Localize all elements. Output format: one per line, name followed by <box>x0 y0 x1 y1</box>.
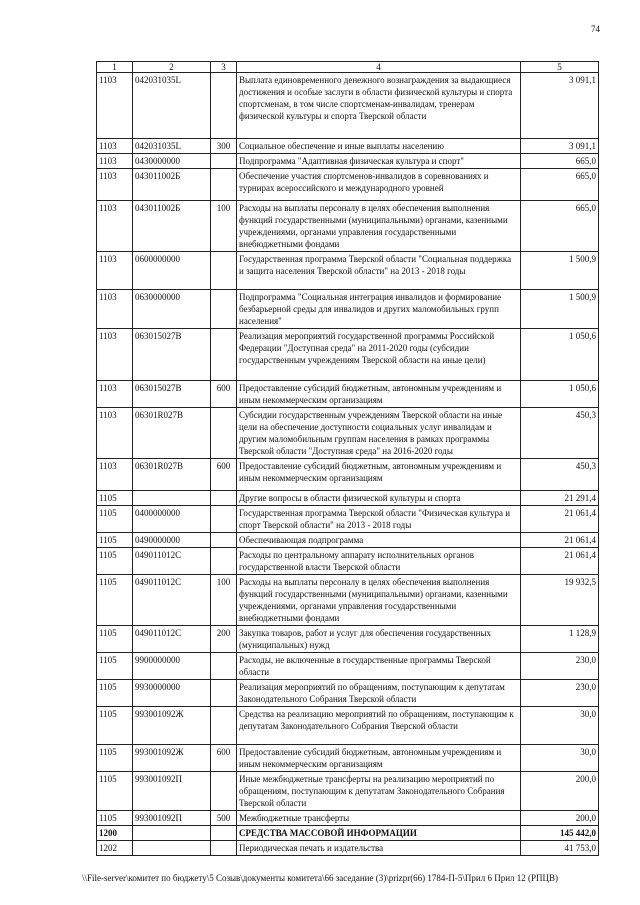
cell-expense-type <box>211 491 237 506</box>
cell-name: Подпрограмма "Социальная интеграция инвалидов и формирование безбарьерной среды для инвалидов и других маломобильных групп населения" <box>237 290 521 329</box>
cell-name: СРЕДСТВА МАССОВОЙ ИНФОРМАЦИИ <box>237 826 521 841</box>
cell-amount: 30,0 <box>521 707 599 745</box>
table-row <box>97 575 599 626</box>
cell-amount: 145 442,0 <box>521 826 599 841</box>
cell-target-article: 049011012С <box>133 575 211 626</box>
cell-target-article: 049011012С <box>133 548 211 575</box>
table-row <box>97 154 599 169</box>
table-row <box>97 201 599 252</box>
column-header-name: 4 <box>237 62 521 73</box>
cell-expense-type <box>211 653 237 680</box>
cell-section: 1103 <box>97 154 133 169</box>
table-body <box>97 73 599 856</box>
table-row <box>97 506 599 533</box>
page-number: 74 <box>591 24 600 34</box>
table-row <box>97 772 599 811</box>
cell-section: 1103 <box>97 201 133 252</box>
table-row <box>97 381 599 408</box>
cell-expense-type <box>211 252 237 290</box>
cell-section: 1105 <box>97 626 133 653</box>
cell-amount: 200,0 <box>521 811 599 826</box>
cell-expense-type <box>211 533 237 548</box>
cell-expense-type: 100 <box>211 201 237 252</box>
table-row <box>97 290 599 329</box>
table-row <box>97 680 599 707</box>
cell-target-article: 06301R027В <box>133 459 211 491</box>
cell-expense-type: 300 <box>211 139 237 154</box>
cell-target-article <box>133 491 211 506</box>
table-header-row <box>97 62 599 73</box>
column-header-csr: 2 <box>133 62 211 73</box>
cell-target-article: 063015027В <box>133 329 211 381</box>
cell-name: Предоставление субсидий бюджетным, автономным учреждениям и иным некоммерческим организациям <box>237 745 521 772</box>
cell-section: 1105 <box>97 548 133 575</box>
cell-section: 1105 <box>97 653 133 680</box>
cell-amount: 1 500,9 <box>521 290 599 329</box>
cell-target-article: 993001092Ж <box>133 745 211 772</box>
cell-target-article: 9930000000 <box>133 680 211 707</box>
table-row <box>97 459 599 491</box>
cell-section: 1103 <box>97 459 133 491</box>
cell-target-article: 042031035L <box>133 73 211 139</box>
cell-expense-type <box>211 548 237 575</box>
cell-section: 1105 <box>97 707 133 745</box>
cell-name: Реализация мероприятий государственной программы Российской Федерации "Доступная среда" на 2011-2020 годы (субсидии государственным учреждениям Тверской области на иные цели) <box>237 329 521 381</box>
cell-section: 1103 <box>97 169 133 201</box>
file-path-footer: \\File-server\комитет по бюджету\5 Созыв\документы комитета\66 заседание (3)\prizpr(66) 1784-П-5\Прил 6 Прил 12 (РПЦВ) <box>81 873 559 883</box>
cell-amount: 1 050,6 <box>521 329 599 381</box>
cell-name: Межбюджетные трансферты <box>237 811 521 826</box>
table-row <box>97 626 599 653</box>
table-row <box>97 653 599 680</box>
cell-amount: 21 061,4 <box>521 533 599 548</box>
cell-expense-type: 500 <box>211 811 237 826</box>
cell-section: 1103 <box>97 408 133 459</box>
table-row <box>97 826 599 841</box>
cell-amount: 450,3 <box>521 408 599 459</box>
cell-section: 1105 <box>97 772 133 811</box>
cell-section: 1103 <box>97 290 133 329</box>
cell-name: Другие вопросы в области физической культуры и спорта <box>237 491 521 506</box>
cell-amount: 3 091,1 <box>521 73 599 139</box>
table-row <box>97 139 599 154</box>
table-row <box>97 707 599 745</box>
table-row <box>97 329 599 381</box>
cell-expense-type <box>211 772 237 811</box>
cell-target-article: 9900000000 <box>133 653 211 680</box>
cell-amount: 21 291,4 <box>521 491 599 506</box>
cell-expense-type: 600 <box>211 459 237 491</box>
cell-section: 1202 <box>97 841 133 856</box>
cell-expense-type <box>211 154 237 169</box>
budget-table <box>96 61 599 856</box>
cell-amount: 19 932,5 <box>521 575 599 626</box>
cell-amount: 230,0 <box>521 653 599 680</box>
cell-name: Расходы, не включенные в государственные программы Тверской области <box>237 653 521 680</box>
cell-amount: 230,0 <box>521 680 599 707</box>
cell-target-article: 043011002Б <box>133 201 211 252</box>
cell-target-article <box>133 826 211 841</box>
cell-expense-type <box>211 841 237 856</box>
cell-name: Периодическая печать и издательства <box>237 841 521 856</box>
table-row <box>97 811 599 826</box>
column-header-section: 1 <box>97 62 133 73</box>
cell-expense-type <box>211 408 237 459</box>
cell-name: Иные межбюджетные трансферты на реализацию мероприятий по обращениям, поступающим к депутатам Законодательного Собрания Тверской области <box>237 772 521 811</box>
table-row <box>97 169 599 201</box>
cell-expense-type <box>211 707 237 745</box>
cell-expense-type <box>211 169 237 201</box>
cell-amount: 41 753,0 <box>521 841 599 856</box>
cell-expense-type <box>211 506 237 533</box>
cell-name: Социальное обеспечение и иные выплаты населению <box>237 139 521 154</box>
table-row <box>97 841 599 856</box>
cell-section: 1200 <box>97 826 133 841</box>
cell-section: 1103 <box>97 329 133 381</box>
cell-target-article: 0400000000 <box>133 506 211 533</box>
cell-amount: 200,0 <box>521 772 599 811</box>
cell-name: Подпрограмма "Адаптивная физическая культура и спорт" <box>237 154 521 169</box>
cell-amount: 3 091,1 <box>521 139 599 154</box>
cell-section: 1103 <box>97 252 133 290</box>
cell-section: 1105 <box>97 533 133 548</box>
cell-section: 1105 <box>97 811 133 826</box>
cell-name: Субсидии государственным учреждениям Тверской области на иные цели на обеспечение доступности социальных услуг инвалидам и другим маломобильным группам населения в рамках программы Тверской области "Доступная среда" на 2016-2020 годы <box>237 408 521 459</box>
cell-name: Предоставление субсидий бюджетным, автономным учреждениям и иным некоммерческим организациям <box>237 459 521 491</box>
table-row <box>97 73 599 139</box>
cell-target-article: 993001092Ж <box>133 707 211 745</box>
cell-target-article: 993001092П <box>133 772 211 811</box>
cell-target-article <box>133 841 211 856</box>
cell-expense-type <box>211 680 237 707</box>
cell-section: 1105 <box>97 745 133 772</box>
cell-name: Выплата единовременного денежного вознаграждения за выдающиеся достижения и особые заслуги в области физической культуры и спорта спортсменам, в том числе спортсменам-инвалидам, тренерам физической культуры и спорта Тверской области <box>237 73 521 139</box>
cell-name: Расходы по центральному аппарату исполнительных органов государственной власти Тверской области <box>237 548 521 575</box>
cell-amount: 21 061,4 <box>521 506 599 533</box>
cell-amount: 1 128,9 <box>521 626 599 653</box>
cell-name: Расходы на выплаты персоналу в целях обеспечения выполнения функций государственными (муниципальными) органами, казенными учреждениями, органами управления государственными внебюджетными фондами <box>237 575 521 626</box>
table-row <box>97 252 599 290</box>
cell-section: 1103 <box>97 139 133 154</box>
cell-expense-type: 100 <box>211 575 237 626</box>
cell-amount: 450,3 <box>521 459 599 491</box>
cell-target-article: 043011002Б <box>133 169 211 201</box>
cell-amount: 665,0 <box>521 169 599 201</box>
cell-name: Государственная программа Тверской области "Социальная поддержка и защита населения Тверской области" на 2013 - 2018 годы <box>237 252 521 290</box>
cell-amount: 665,0 <box>521 201 599 252</box>
cell-name: Закупка товаров, работ и услуг для обеспечения государственных (муниципальных) нужд <box>237 626 521 653</box>
cell-expense-type: 600 <box>211 745 237 772</box>
cell-name: Обеспечение участия спортсменов-инвалидов в соревнованиях и турнирах всероссийского и международного уровней <box>237 169 521 201</box>
cell-expense-type <box>211 329 237 381</box>
table-row <box>97 408 599 459</box>
cell-amount: 1 050,6 <box>521 381 599 408</box>
column-header-vr: 3 <box>211 62 237 73</box>
cell-name: Средства на реализацию мероприятий по обращениям, поступающим к депутатам Законодательного Собрания Тверской области <box>237 707 521 745</box>
table-row <box>97 491 599 506</box>
cell-target-article: 0430000000 <box>133 154 211 169</box>
cell-name: Расходы на выплаты персоналу в целях обеспечения выполнения функций государственными (муниципальными) органами, казенными учреждениями, органами управления государственными внебюджетными фондами <box>237 201 521 252</box>
cell-target-article: 0490000000 <box>133 533 211 548</box>
cell-name: Государственная программа Тверской области "Физическая культура и спорт Тверской области" на 2013 - 2018 годы <box>237 506 521 533</box>
cell-expense-type <box>211 290 237 329</box>
cell-section: 1105 <box>97 491 133 506</box>
column-header-amount: 5 <box>521 62 599 73</box>
cell-expense-type <box>211 826 237 841</box>
cell-section: 1103 <box>97 73 133 139</box>
table-row <box>97 533 599 548</box>
cell-section: 1105 <box>97 506 133 533</box>
table-row <box>97 548 599 575</box>
cell-target-article: 049011012С <box>133 626 211 653</box>
cell-amount: 21 061,4 <box>521 548 599 575</box>
cell-amount: 30,0 <box>521 745 599 772</box>
cell-target-article: 042031035L <box>133 139 211 154</box>
cell-section: 1105 <box>97 575 133 626</box>
cell-target-article: 0600000000 <box>133 252 211 290</box>
cell-expense-type: 600 <box>211 381 237 408</box>
cell-expense-type: 200 <box>211 626 237 653</box>
cell-name: Реализация мероприятий по обращениям, поступающим к депутатам Законодательного Собрания Тверской области <box>237 680 521 707</box>
table-row <box>97 745 599 772</box>
cell-expense-type <box>211 73 237 139</box>
cell-amount: 1 500,9 <box>521 252 599 290</box>
cell-target-article: 0630000000 <box>133 290 211 329</box>
cell-target-article: 063015027В <box>133 381 211 408</box>
cell-target-article: 993001092П <box>133 811 211 826</box>
cell-name: Обеспечивающая подпрограмма <box>237 533 521 548</box>
cell-section: 1103 <box>97 381 133 408</box>
cell-target-article: 06301R027В <box>133 408 211 459</box>
cell-name: Предоставление субсидий бюджетным, автономным учреждениям и иным некоммерческим организациям <box>237 381 521 408</box>
cell-section: 1105 <box>97 680 133 707</box>
cell-amount: 665,0 <box>521 154 599 169</box>
